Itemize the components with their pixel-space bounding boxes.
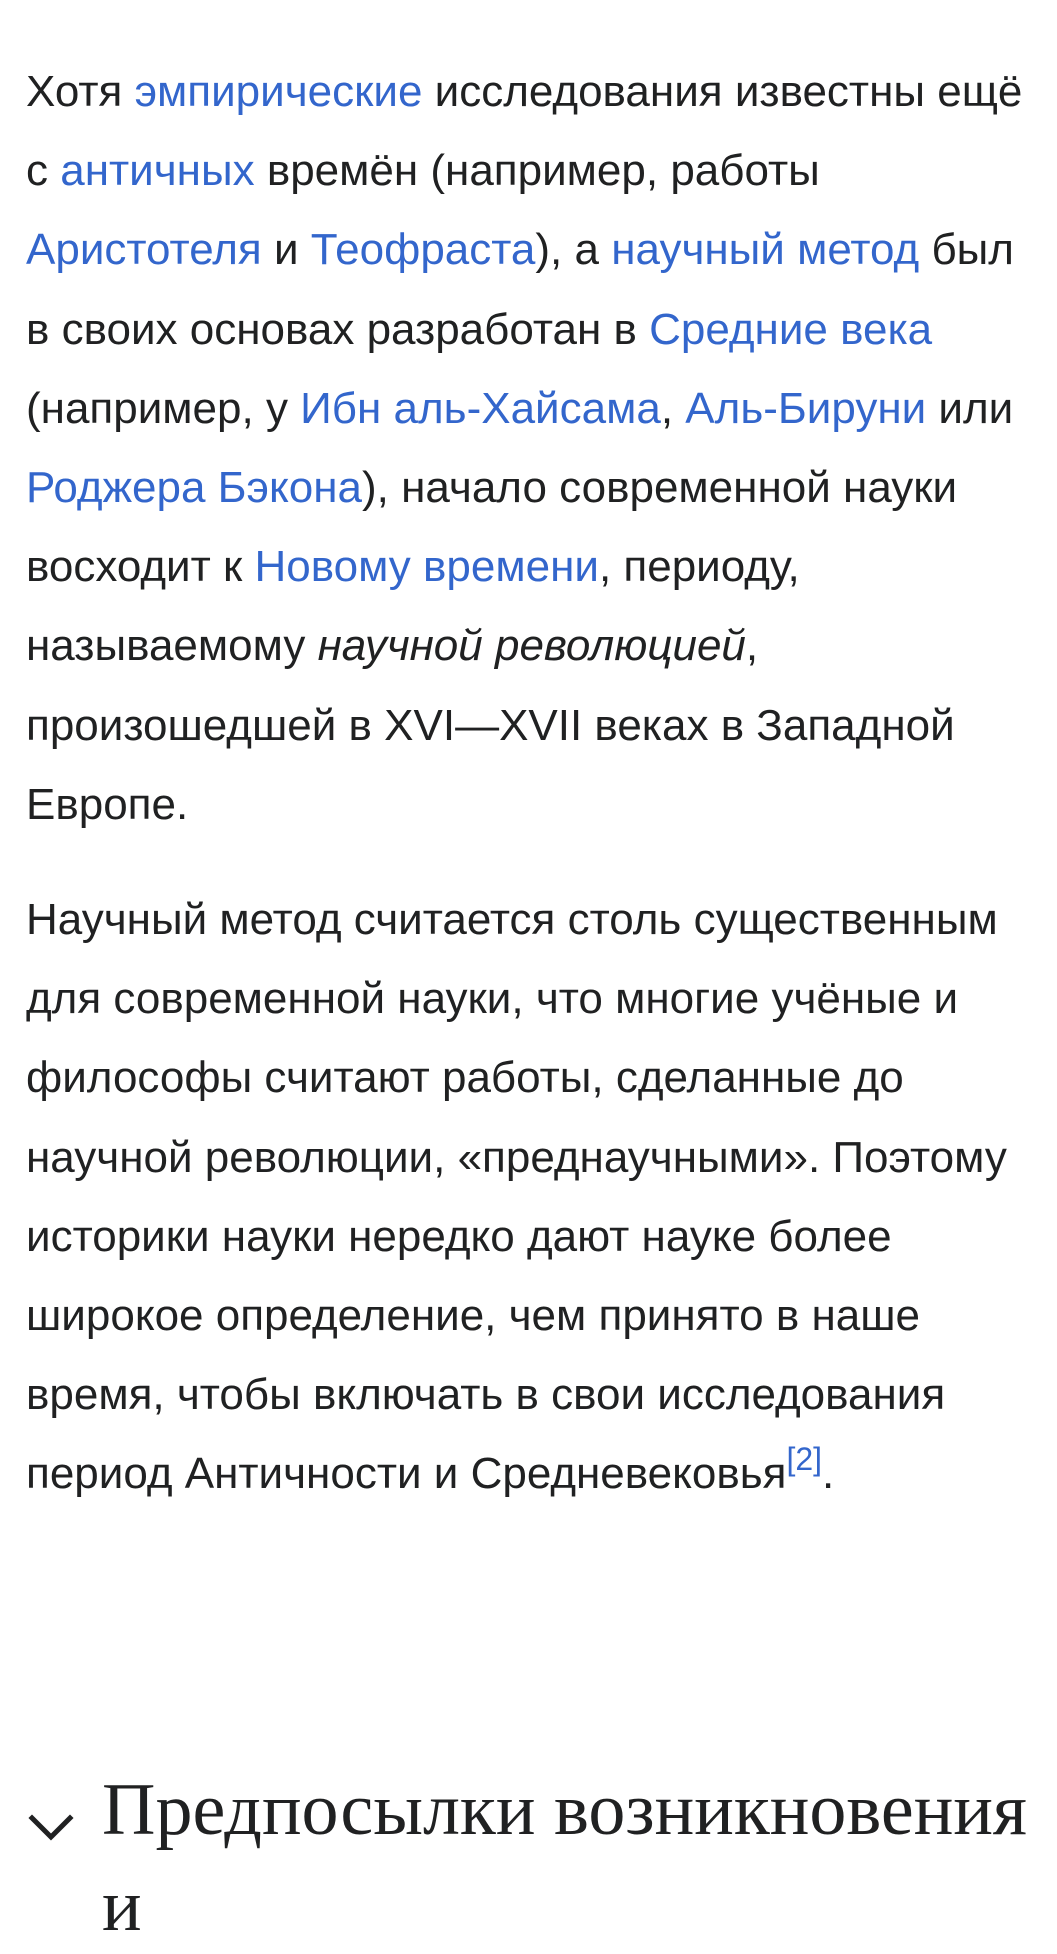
link-middle-ages[interactable]: Средние века — [649, 304, 933, 354]
article-content — [26, 52, 1026, 1550]
text-run: ), а — [535, 225, 612, 275]
link-theophrastus[interactable]: Теофраста — [310, 225, 536, 275]
text-run: времён (например, работы — [254, 146, 820, 196]
text-run: был в своих основах разработан в — [26, 225, 1014, 354]
reference-link-2[interactable]: [2] — [786, 1441, 823, 1478]
link-roger-bacon[interactable]: Роджера Бэкона — [26, 463, 362, 513]
text-run: (например, у — [26, 383, 301, 433]
italic-term: научной революцией — [317, 621, 746, 671]
link-al-biruni[interactable]: Аль-Бируни — [685, 383, 927, 433]
link-ibn-al-haytham[interactable]: Ибн аль-Хайсама — [300, 383, 661, 433]
text-run: Хотя — [26, 67, 135, 116]
text-run: ), начало современной науки восходит к — [26, 463, 958, 592]
text-run: или — [926, 383, 1014, 433]
section-heading-toggle[interactable] — [26, 1762, 1036, 1954]
paragraph-1 — [26, 52, 1026, 844]
text-run: , произошедшей в XVI—XVII веках в Западной Европе. — [26, 621, 955, 829]
link-aristotle[interactable]: Аристотеля — [26, 225, 262, 275]
link-empirical[interactable]: эмпирические — [134, 67, 423, 116]
link-early-modern-period[interactable]: Новому времени — [254, 542, 599, 592]
link-scientific-method[interactable]: научный метод — [611, 225, 920, 275]
link-antiquity[interactable]: античных — [60, 146, 255, 196]
text-run: Научный метод считается столь существенным для современной науки, что многие учёные и философы считают работы, сделанные до научной революции, «преднаучными». Поэтому историки науки нередко дают науке более широкое определение, чем принято в наше время, чтобы включать в свои исследования период Античности и Средневековья — [26, 895, 1007, 1499]
text-run: исследования известны ещё с — [26, 67, 1023, 196]
section-title: Предпосылки возникновения и — [102, 1769, 1027, 1947]
paragraph-2 — [26, 880, 1026, 1514]
text-run: , — [660, 383, 686, 433]
chevron-down-icon[interactable] — [26, 1802, 76, 1852]
text-run: . — [822, 1449, 835, 1499]
text-run: , периоду, называемому — [26, 542, 800, 671]
text-run: и — [261, 225, 311, 275]
